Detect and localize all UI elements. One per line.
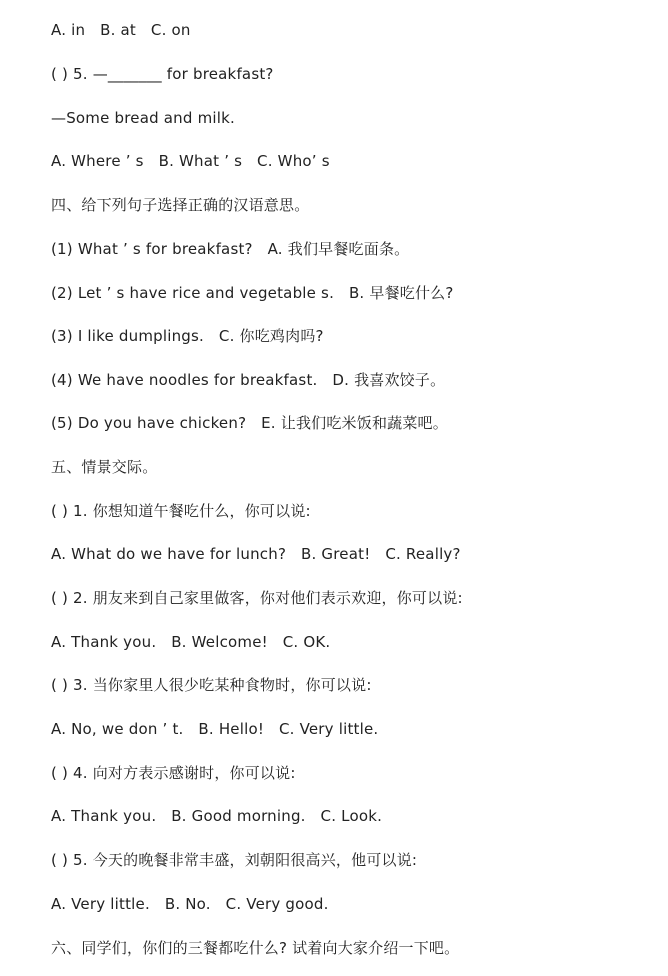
section-6-heading: 六、同学们，你们的三餐都吃什么? 试着向大家介绍一下吧。 [51,939,460,957]
question-5-response: —Some bread and milk. [51,109,235,127]
situation-5-options: A. Very little. B. No. C. Very good. [51,895,329,913]
situation-question-4: ( ) 4. 向对方表示感谢时，你可以说: [51,764,296,782]
situation-1-options: A. What do we have for lunch? B. Great! C. Really? [51,545,461,563]
section-5-heading: 五、情景交际。 [51,458,158,476]
question-4-options: A. in B. at C. on [51,21,191,39]
situation-3-options: A. No, we don ’ t. B. Hello! C. Very little. [51,720,379,738]
question-5-options: A. Where ’ s B. What ’ s C. Who’ s [51,152,330,170]
matching-item-3: (3) I like dumplings. C. 你吃鸡肉吗? [51,327,324,345]
situation-question-5: ( ) 5. 今天的晚餐非常丰盛，刘朝阳很高兴，他可以说: [51,851,418,869]
situation-4-options: A. Thank you. B. Good morning. C. Look. [51,807,383,825]
situation-question-3: ( ) 3. 当你家里人很少吃某种食物时，你可以说: [51,676,372,694]
matching-item-1: (1) What ’ s for breakfast? A. 我们早餐吃面条。 [51,240,410,258]
matching-item-5: (5) Do you have chicken? E. 让我们吃米饭和蔬菜吧。 [51,414,448,432]
section-4-heading: 四、给下列句子选择正确的汉语意思。 [51,196,310,214]
situation-question-2: ( ) 2. 朋友来到自己家里做客，你对他们表示欢迎，你可以说: [51,589,463,607]
situation-question-1: ( ) 1. 你想知道午餐吃什么，你可以说: [51,502,311,520]
question-5-prompt: ( ) 5. —_______ for breakfast? [51,65,274,83]
matching-item-4: (4) We have noodles for breakfast. D. 我喜欢饺子。 [51,371,446,389]
situation-2-options: A. Thank you. B. Welcome! C. OK. [51,633,331,651]
matching-item-2: (2) Let ’ s have rice and vegetable s. B. 早餐吃什么? [51,284,454,302]
